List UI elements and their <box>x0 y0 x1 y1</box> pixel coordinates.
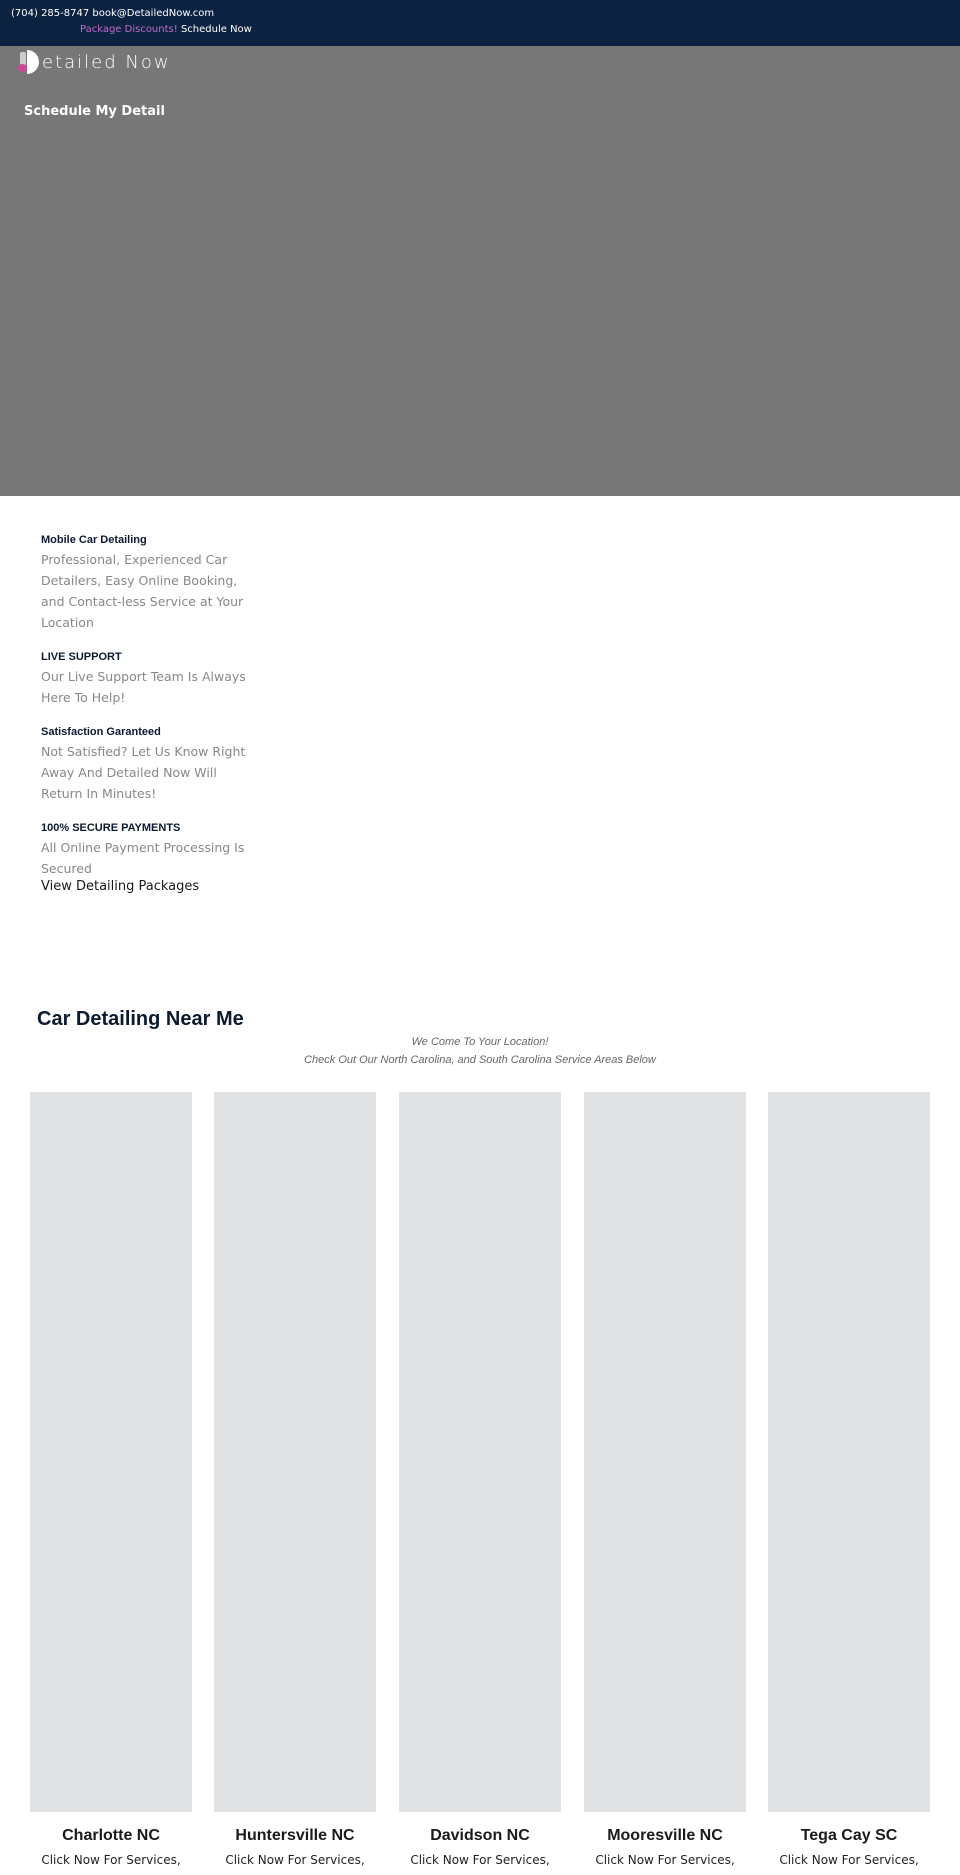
feature-item <box>41 651 251 708</box>
city-card[interactable] <box>214 1092 376 1871</box>
feature-text: Not Satisfied? Let Us Know Right Away And Detailed Now Will Return In Minutes! <box>41 744 246 801</box>
logo[interactable] <box>18 50 171 74</box>
section-title: Car Detailing Near Me <box>37 1008 244 1030</box>
email-link[interactable]: book@DetailedNow.com <box>92 8 215 19</box>
logo-icon <box>18 50 40 74</box>
feature-item <box>41 534 251 633</box>
top-bar <box>0 0 960 46</box>
city-image[interactable] <box>30 1092 192 1812</box>
city-image[interactable] <box>214 1092 376 1812</box>
feature-title: 100% SECURE PAYMENTS <box>41 822 181 834</box>
city-name[interactable]: Tega Cay SC <box>800 1827 898 1844</box>
city-text: Click Now For Services, <box>225 1853 365 1867</box>
city-text: Click Now For Services, <box>779 1853 919 1867</box>
city-text: Click Now For Services, <box>410 1853 550 1867</box>
schedule-now-link[interactable]: Schedule Now <box>180 24 252 35</box>
phone-link[interactable]: (704) 285-8747 <box>11 8 90 19</box>
view-packages-link[interactable]: View Detailing Packages <box>41 879 200 894</box>
city-text: Click Now For Services, <box>41 1853 181 1867</box>
city-name[interactable]: Huntersville NC <box>235 1827 355 1844</box>
logo-text: etailed Now <box>42 51 171 73</box>
hero-section <box>0 46 960 496</box>
feature-title: Mobile Car Detailing <box>41 534 147 546</box>
feature-text: Professional, Experienced Car Detailers, Easy Online Booking, and Contact-less Service at Your Location <box>41 552 244 630</box>
feature-title: LIVE SUPPORT <box>41 651 122 663</box>
city-image[interactable] <box>399 1092 561 1812</box>
feature-title: Satisfaction Garanteed <box>41 726 161 738</box>
feature-text: Our Live Support Team Is Always Here To Help! <box>41 669 246 705</box>
city-text: Click Now For Services, <box>595 1853 735 1867</box>
city-name[interactable]: Davidson NC <box>430 1827 530 1844</box>
city-image[interactable] <box>768 1092 930 1812</box>
city-card[interactable] <box>399 1092 561 1871</box>
features-list <box>41 534 251 894</box>
city-card[interactable] <box>768 1092 930 1871</box>
feature-item <box>41 822 251 879</box>
contact-info <box>11 8 214 19</box>
promo-text: Package Discounts! <box>80 24 178 35</box>
city-name[interactable]: Charlotte NC <box>62 1827 160 1844</box>
feature-item <box>41 726 251 804</box>
section-subtitle: We Come To Your Location! <box>411 1036 549 1048</box>
schedule-my-detail-button[interactable]: Schedule My Detail <box>24 104 165 119</box>
city-card[interactable] <box>30 1092 192 1871</box>
city-name[interactable]: Mooresville NC <box>607 1827 723 1844</box>
feature-text: All Online Payment Processing Is Secured <box>41 840 245 876</box>
section-subtitle: Check Out Our North Carolina, and South Carolina Service Areas Below <box>304 1054 656 1066</box>
city-card[interactable] <box>584 1092 746 1871</box>
city-image[interactable] <box>584 1092 746 1812</box>
promo-banner <box>80 24 252 35</box>
